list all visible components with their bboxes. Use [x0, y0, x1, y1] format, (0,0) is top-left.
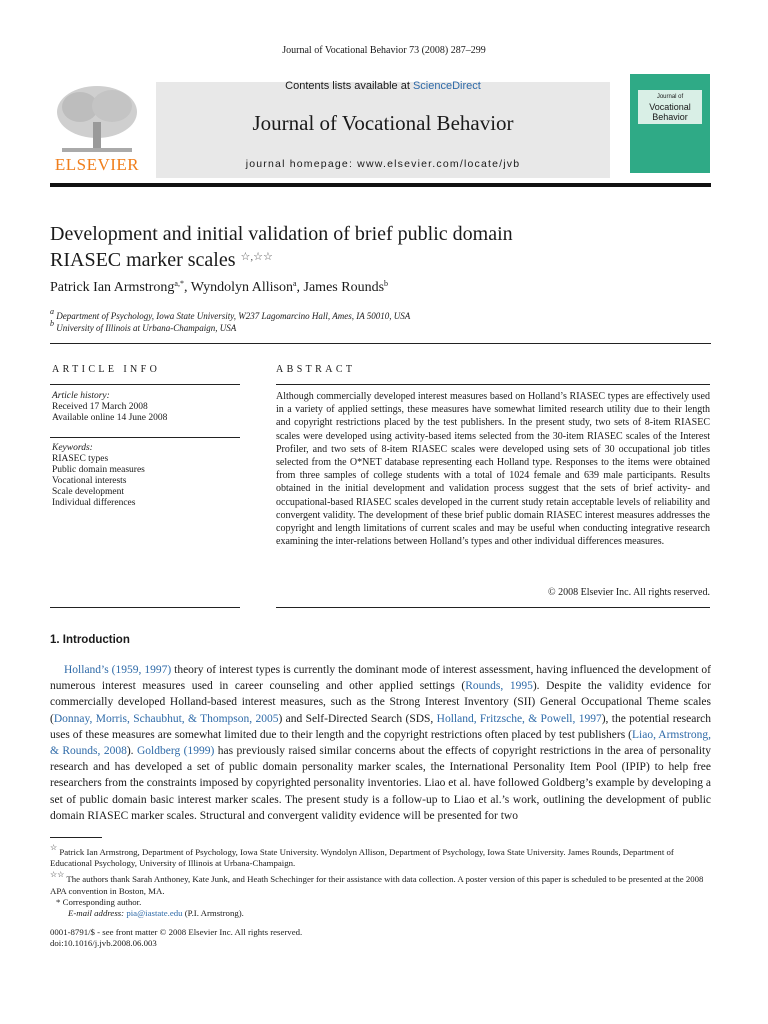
author-separator: , — [296, 280, 304, 295]
abstract-heading: ABSTRACT — [276, 364, 356, 375]
affiliation-text: University of Illinois at Urbana-Champaign, USA — [56, 323, 237, 333]
contents-prefix: Contents lists available at — [285, 80, 413, 92]
footnote-mark: * — [56, 896, 61, 907]
author-mark[interactable]: b — [384, 279, 389, 288]
email-link[interactable]: pia@iastate.edu — [126, 908, 183, 919]
keywords — [52, 443, 242, 509]
article-info-rule — [50, 384, 240, 385]
body-text: ) and Self-Directed Search (SDS, — [278, 712, 437, 725]
history-label: Article history: — [52, 391, 110, 401]
received-date: Received 17 March 2008 — [52, 402, 148, 412]
author-separator: , — [183, 280, 191, 295]
cover-line2: Vocational — [649, 102, 691, 112]
cover-title-panel — [638, 90, 702, 124]
affiliation-mark: b — [50, 319, 54, 328]
footnote-mark: ☆☆ — [50, 870, 65, 880]
sciencedirect-link[interactable]: ScienceDirect — [412, 80, 481, 92]
citation-link[interactable]: Holland’s (1959, 1997) — [64, 664, 172, 676]
title-line-2 — [50, 246, 690, 272]
issn-line: 0001-8791/$ - see front matter © 2008 Elsevier Inc. All rights reserved. — [50, 927, 303, 937]
article-title — [50, 223, 690, 272]
author-name: Patrick Ian Armstrong — [50, 280, 175, 295]
body-text: ). Despite the validity evidence for commercially developed Holland-based interest measures, such as the Strong Interest Inventory (SII) General Occupational Theme scales ( — [50, 680, 711, 725]
doi-line[interactable]: doi:10.1016/j.jvb.2008.06.003 — [50, 938, 157, 948]
title-line-1: Development and initial validation of brief public domain — [50, 223, 513, 245]
footnotes — [50, 842, 711, 919]
keyword-item: RIASEC types — [52, 454, 109, 464]
title-line-2-text: RIASEC marker scales — [50, 249, 236, 271]
article-history — [52, 391, 242, 424]
affiliation-b — [50, 319, 236, 333]
body-text: ), the potential research uses of these measures are somewhat limited due to their length and the copyright restrictions often placed by test publishers ( — [50, 712, 712, 741]
body-text: has previously raised similar concerns about the effects of copyright restrictions in the area of personality research and has developed a set of public domain personality marker scales, the International Personality Item Pool (IPIP) to help free researchers from the constraints imposed by copyrighted personality inventories. Liao et al. have followed Goldberg’s example by developing a set of public domain basic interest marker scales. The present study is a follow-up to Liao et al.’s work, outlining the development of public domain RIASEC marker scales. Structural and convergent validity evidence will be presented for two — [50, 745, 711, 822]
title-footnote-marks[interactable]: ☆,☆☆ — [240, 251, 273, 263]
citation-link[interactable]: Goldberg (1999) — [136, 745, 215, 758]
journal-cover — [630, 74, 710, 173]
article-info-bottom-rule — [50, 607, 240, 608]
author-mark[interactable]: a,* — [174, 279, 184, 288]
citation-link[interactable]: Liao, Armstrong, & Rounds, 2008 — [50, 728, 711, 758]
footnote-2 — [50, 869, 711, 896]
keywords-rule — [50, 437, 240, 438]
abstract-text: Although commercially developed interest measures based on Holland’s RIASEC types are effectively used in a variety of applied settings, these measures have somewhat limited research utility due to their length and copyright restrictions placed by the test publishers. In the present study, two sets of 8-item RIASEC scales were developed using activity-based items selected from the 30-item RIASEC scales of the Interest Profiler, and two sets of 8-item RIASEC scales were developed using sets of 30 occupational job titles selected from the O*NET database representing each Holland type. Responses to the items were obtained from three samples of college students with a total of 1024 female and 639 male participants. Results obtained in the initial development and validation process suggest that the sets of brief activity- and occupational-based RIASEC scales developed in the current study retain acceptable levels of reliability and convergent validity. The development of these brief public domain RIASEC interest measures addresses the copyright and length limitations of current scales and may be useful when conducting integrative research examining the inter-relations between Holland’s types and other individual differences measures. — [276, 391, 710, 548]
journal-homepage[interactable]: journal homepage: www.elsevier.com/locate/jvb — [245, 158, 521, 170]
author-name: James Rounds — [303, 280, 385, 295]
citation-link[interactable]: Donnay, Morris, Schaubhut, & Thompson, 2005 — [53, 712, 279, 725]
section-heading-introduction: 1. Introduction — [50, 634, 130, 646]
article-info-heading: ARTICLE INFO — [52, 364, 161, 375]
info-top-rule — [50, 343, 711, 344]
cover-line3: Behavior — [652, 112, 688, 122]
body-text: ). — [126, 745, 137, 758]
introduction-paragraph — [50, 662, 711, 824]
elsevier-wordmark: ELSEVIER — [54, 155, 140, 174]
keyword-item: Public domain measures — [52, 465, 145, 475]
affiliation-mark: a — [50, 307, 54, 316]
footnote-text: Patrick Ian Armstrong, Department of Psychology, Iowa State University. Wyndolyn Allison, Department of Psychology, Iowa State University. James Rounds, Department of Educational Psychology, University of Illinois at Urbana-Champaign. — [50, 847, 674, 869]
bottom-info — [50, 927, 302, 949]
contents-line — [156, 80, 610, 92]
journal-citation: Journal of Vocational Behavior 73 (2008) 287–299 — [282, 45, 486, 56]
abstract-bottom-rule — [276, 607, 710, 608]
author-list — [50, 279, 388, 296]
citation-link[interactable]: Holland, Fritzsche, & Powell, 1997 — [436, 712, 602, 725]
affiliation-text: Department of Psychology, Iowa State University, W237 Lagomarcino Hall, Ames, IA 50010, USA — [56, 311, 411, 321]
keywords-label: Keywords: — [52, 443, 93, 453]
footnote-rule — [50, 837, 102, 838]
email-suffix: (P.I. Armstrong). — [184, 908, 244, 919]
abstract-copyright: © 2008 Elsevier Inc. All rights reserved. — [547, 587, 710, 598]
keyword-item: Vocational interests — [52, 476, 127, 486]
abstract-rule — [276, 384, 710, 385]
keyword-item: Scale development — [52, 487, 125, 497]
author-name: Wyndolyn Allison — [190, 280, 293, 295]
header-rule — [50, 183, 711, 187]
email-label: E-mail address: — [68, 908, 125, 919]
citation-link[interactable]: Rounds, 1995 — [465, 680, 533, 693]
footnote-text: The authors thank Sarah Anthoney, Kate Junk, and Heath Schechinger for their assistance with data collection. A poster version of this paper is scheduled to be presented at the 2008 APA convention in Boston, MA. — [50, 874, 704, 896]
footnote-3 — [50, 897, 711, 908]
footnote-text: Corresponding author. — [62, 896, 142, 907]
journal-title: Journal of Vocational Behavior — [252, 111, 514, 135]
body-text: theory of interest types is currently the dominant mode of interest assessment, having influenced the development of numerous interest measures used in career counseling and other applied settings ( — [50, 664, 711, 693]
email-line — [50, 908, 711, 919]
author-mark[interactable]: a — [292, 279, 297, 288]
footnote-1 — [50, 842, 711, 869]
keyword-item: Individual differences — [52, 498, 136, 508]
footnote-mark: ☆ — [50, 843, 58, 852]
online-date: Available online 14 June 2008 — [52, 413, 168, 423]
cover-line1: Journal of — [656, 94, 684, 100]
